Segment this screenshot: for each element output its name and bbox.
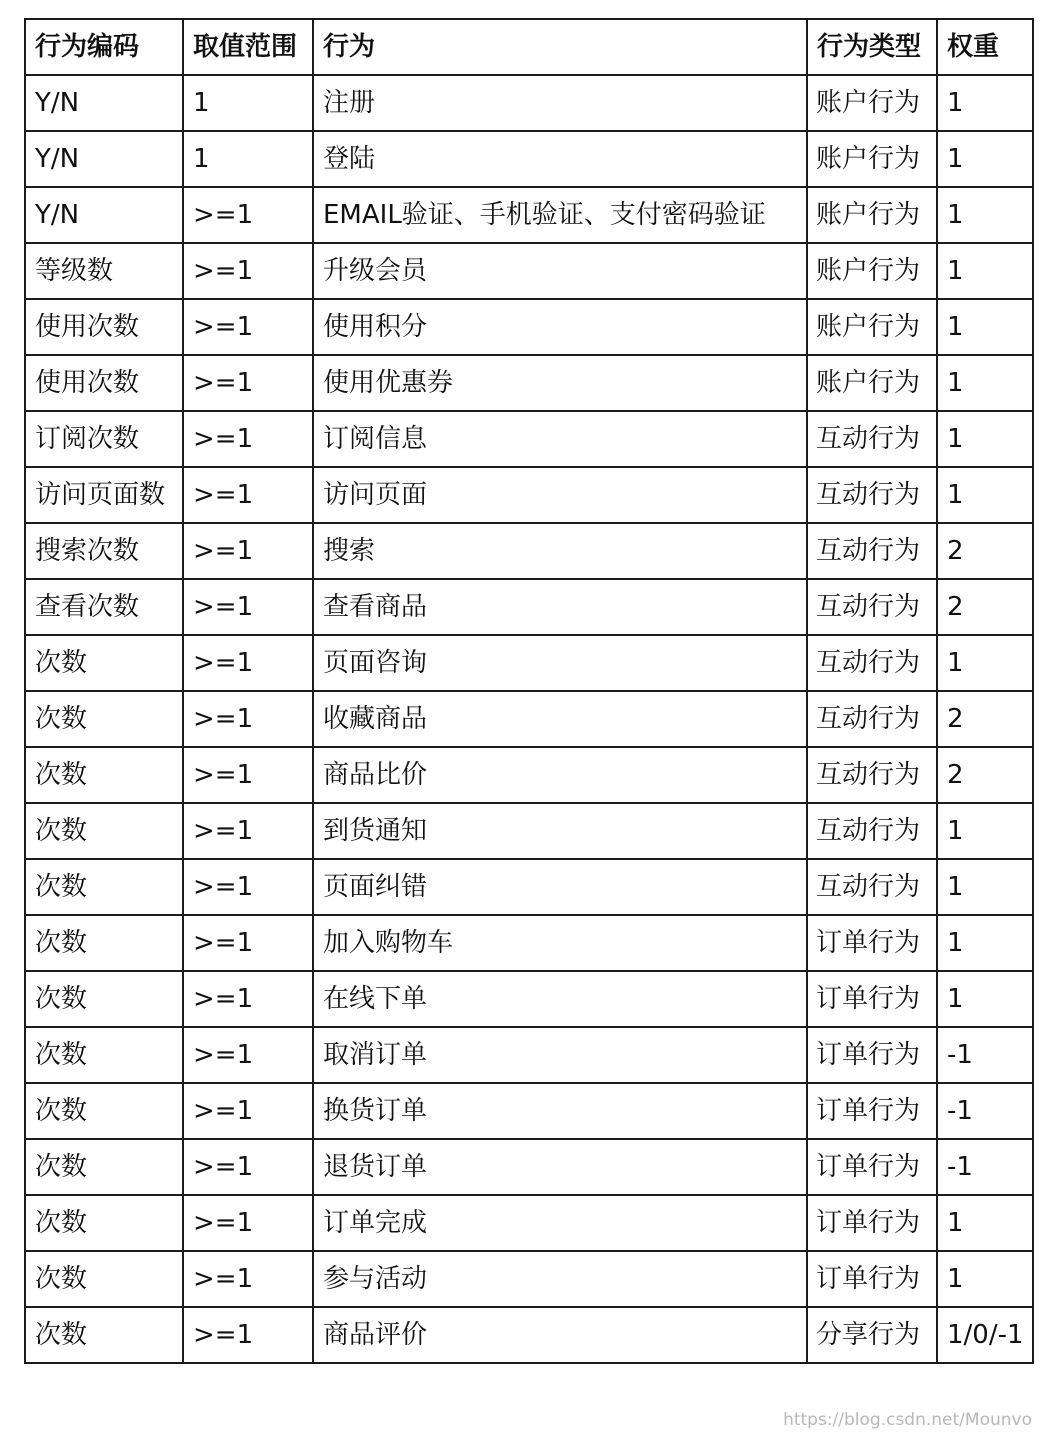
- weight-cell: 1: [937, 1195, 1033, 1251]
- behavior-type-cell: 账户行为: [807, 299, 937, 355]
- table-row: [25, 1251, 1033, 1307]
- table-row: [25, 75, 1033, 131]
- behavior-cell: 升级会员: [313, 243, 807, 299]
- behavior-type-cell: 互动行为: [807, 691, 937, 747]
- behavior-cell: 取消订单: [313, 1027, 807, 1083]
- weight-cell: 1/0/-1: [937, 1307, 1033, 1363]
- value-range-cell: >=1: [183, 1195, 313, 1251]
- behavior-cell: 加入购物车: [313, 915, 807, 971]
- header-behavior-code: 行为编码: [25, 19, 183, 75]
- weight-cell: -1: [937, 1027, 1033, 1083]
- behavior-code-cell: 使用次数: [25, 355, 183, 411]
- value-range-cell: >=1: [183, 747, 313, 803]
- weight-cell: 1: [937, 243, 1033, 299]
- weight-cell: 1: [937, 467, 1033, 523]
- behavior-code-cell: 次数: [25, 1139, 183, 1195]
- behavior-type-cell: 分享行为: [807, 1307, 937, 1363]
- value-range-cell: >=1: [183, 1027, 313, 1083]
- value-range-cell: >=1: [183, 1083, 313, 1139]
- weight-cell: -1: [937, 1083, 1033, 1139]
- behavior-type-cell: 订单行为: [807, 915, 937, 971]
- behavior-type-cell: 互动行为: [807, 747, 937, 803]
- behavior-cell: 搜索: [313, 523, 807, 579]
- value-range-cell: >=1: [183, 467, 313, 523]
- table-row: [25, 1027, 1033, 1083]
- value-range-cell: >=1: [183, 355, 313, 411]
- behavior-type-cell: 互动行为: [807, 803, 937, 859]
- behavior-code-cell: 次数: [25, 915, 183, 971]
- table-row: [25, 243, 1033, 299]
- behavior-code-cell: 次数: [25, 635, 183, 691]
- behavior-cell: 注册: [313, 75, 807, 131]
- behavior-type-cell: 互动行为: [807, 523, 937, 579]
- value-range-cell: >=1: [183, 859, 313, 915]
- behavior-code-cell: 订阅次数: [25, 411, 183, 467]
- value-range-cell: >=1: [183, 1307, 313, 1363]
- behavior-type-cell: 订单行为: [807, 1083, 937, 1139]
- behavior-type-cell: 互动行为: [807, 635, 937, 691]
- table-row: [25, 803, 1033, 859]
- behavior-cell: 使用优惠券: [313, 355, 807, 411]
- weight-cell: 1: [937, 411, 1033, 467]
- behavior-code-cell: 次数: [25, 803, 183, 859]
- table-row: [25, 467, 1033, 523]
- value-range-cell: 1: [183, 75, 313, 131]
- behavior-type-cell: 订单行为: [807, 1139, 937, 1195]
- behavior-type-cell: 订单行为: [807, 1195, 937, 1251]
- weight-cell: 2: [937, 691, 1033, 747]
- table-row: [25, 131, 1033, 187]
- behavior-code-cell: 访问页面数: [25, 467, 183, 523]
- behavior-weight-table: [24, 18, 1034, 1364]
- behavior-type-cell: 账户行为: [807, 75, 937, 131]
- behavior-cell: 订单完成: [313, 1195, 807, 1251]
- behavior-code-cell: 次数: [25, 859, 183, 915]
- table-row: [25, 579, 1033, 635]
- watermark-url: https://blog.csdn.net/Mounvo: [783, 1410, 1032, 1430]
- behavior-cell: 登陆: [313, 131, 807, 187]
- behavior-cell: 页面纠错: [313, 859, 807, 915]
- table-row: [25, 355, 1033, 411]
- table-row: [25, 299, 1033, 355]
- behavior-code-cell: 等级数: [25, 243, 183, 299]
- behavior-type-cell: 账户行为: [807, 243, 937, 299]
- value-range-cell: >=1: [183, 635, 313, 691]
- value-range-cell: >=1: [183, 411, 313, 467]
- behavior-code-cell: 次数: [25, 747, 183, 803]
- behavior-cell: 收藏商品: [313, 691, 807, 747]
- weight-cell: 1: [937, 75, 1033, 131]
- value-range-cell: >=1: [183, 971, 313, 1027]
- behavior-type-cell: 互动行为: [807, 467, 937, 523]
- weight-cell: 1: [937, 635, 1033, 691]
- table-row: [25, 411, 1033, 467]
- behavior-type-cell: 账户行为: [807, 131, 937, 187]
- table-row: [25, 523, 1033, 579]
- value-range-cell: >=1: [183, 579, 313, 635]
- table-row: [25, 859, 1033, 915]
- behavior-code-cell: 次数: [25, 1307, 183, 1363]
- behavior-type-cell: 互动行为: [807, 579, 937, 635]
- behavior-type-cell: 互动行为: [807, 411, 937, 467]
- table-row: [25, 1307, 1033, 1363]
- weight-cell: 1: [937, 803, 1033, 859]
- header-behavior-type: 行为类型: [807, 19, 937, 75]
- value-range-cell: >=1: [183, 915, 313, 971]
- value-range-cell: >=1: [183, 691, 313, 747]
- behavior-cell: 访问页面: [313, 467, 807, 523]
- header-weight: 权重: [937, 19, 1033, 75]
- behavior-cell: 参与活动: [313, 1251, 807, 1307]
- behavior-code-cell: 次数: [25, 691, 183, 747]
- behavior-cell: 换货订单: [313, 1083, 807, 1139]
- behavior-cell: 商品比价: [313, 747, 807, 803]
- table-row: [25, 747, 1033, 803]
- behavior-cell: 查看商品: [313, 579, 807, 635]
- behavior-code-cell: Y/N: [25, 187, 183, 243]
- weight-cell: 1: [937, 299, 1033, 355]
- value-range-cell: >=1: [183, 299, 313, 355]
- weight-cell: 1: [937, 1251, 1033, 1307]
- weight-cell: 1: [937, 355, 1033, 411]
- behavior-cell: 商品评价: [313, 1307, 807, 1363]
- behavior-type-cell: 订单行为: [807, 1251, 937, 1307]
- behavior-cell: 退货订单: [313, 1139, 807, 1195]
- value-range-cell: >=1: [183, 243, 313, 299]
- value-range-cell: >=1: [183, 523, 313, 579]
- weight-cell: 1: [937, 859, 1033, 915]
- table-row: [25, 971, 1033, 1027]
- value-range-cell: >=1: [183, 1251, 313, 1307]
- table-row: [25, 915, 1033, 971]
- weight-cell: 1: [937, 915, 1033, 971]
- behavior-cell: 使用积分: [313, 299, 807, 355]
- behavior-cell: 订阅信息: [313, 411, 807, 467]
- weight-cell: 2: [937, 579, 1033, 635]
- table-body: [25, 75, 1033, 1363]
- header-behavior: 行为: [313, 19, 807, 75]
- header-value-range: 取值范围: [183, 19, 313, 75]
- value-range-cell: >=1: [183, 803, 313, 859]
- behavior-code-cell: Y/N: [25, 131, 183, 187]
- behavior-code-cell: 次数: [25, 1083, 183, 1139]
- behavior-type-cell: 账户行为: [807, 355, 937, 411]
- behavior-code-cell: 次数: [25, 1195, 183, 1251]
- table-row: [25, 691, 1033, 747]
- table-row: [25, 635, 1033, 691]
- behavior-cell: 页面咨询: [313, 635, 807, 691]
- value-range-cell: 1: [183, 131, 313, 187]
- behavior-type-cell: 账户行为: [807, 187, 937, 243]
- table-header-row: [25, 19, 1033, 75]
- behavior-code-cell: Y/N: [25, 75, 183, 131]
- behavior-cell: EMAIL验证、手机验证、支付密码验证: [313, 187, 807, 243]
- value-range-cell: >=1: [183, 1139, 313, 1195]
- weight-cell: -1: [937, 1139, 1033, 1195]
- table-row: [25, 1195, 1033, 1251]
- behavior-code-cell: 查看次数: [25, 579, 183, 635]
- table-row: [25, 1083, 1033, 1139]
- behavior-type-cell: 订单行为: [807, 971, 937, 1027]
- behavior-code-cell: 使用次数: [25, 299, 183, 355]
- value-range-cell: >=1: [183, 187, 313, 243]
- behavior-type-cell: 订单行为: [807, 1027, 937, 1083]
- behavior-code-cell: 次数: [25, 1251, 183, 1307]
- behavior-type-cell: 互动行为: [807, 859, 937, 915]
- behavior-cell: 到货通知: [313, 803, 807, 859]
- weight-cell: 2: [937, 747, 1033, 803]
- table-row: [25, 1139, 1033, 1195]
- weight-cell: 2: [937, 523, 1033, 579]
- weight-cell: 1: [937, 131, 1033, 187]
- weight-cell: 1: [937, 971, 1033, 1027]
- behavior-cell: 在线下单: [313, 971, 807, 1027]
- weight-cell: 1: [937, 187, 1033, 243]
- table-row: [25, 187, 1033, 243]
- behavior-code-cell: 次数: [25, 971, 183, 1027]
- behavior-code-cell: 搜索次数: [25, 523, 183, 579]
- behavior-code-cell: 次数: [25, 1027, 183, 1083]
